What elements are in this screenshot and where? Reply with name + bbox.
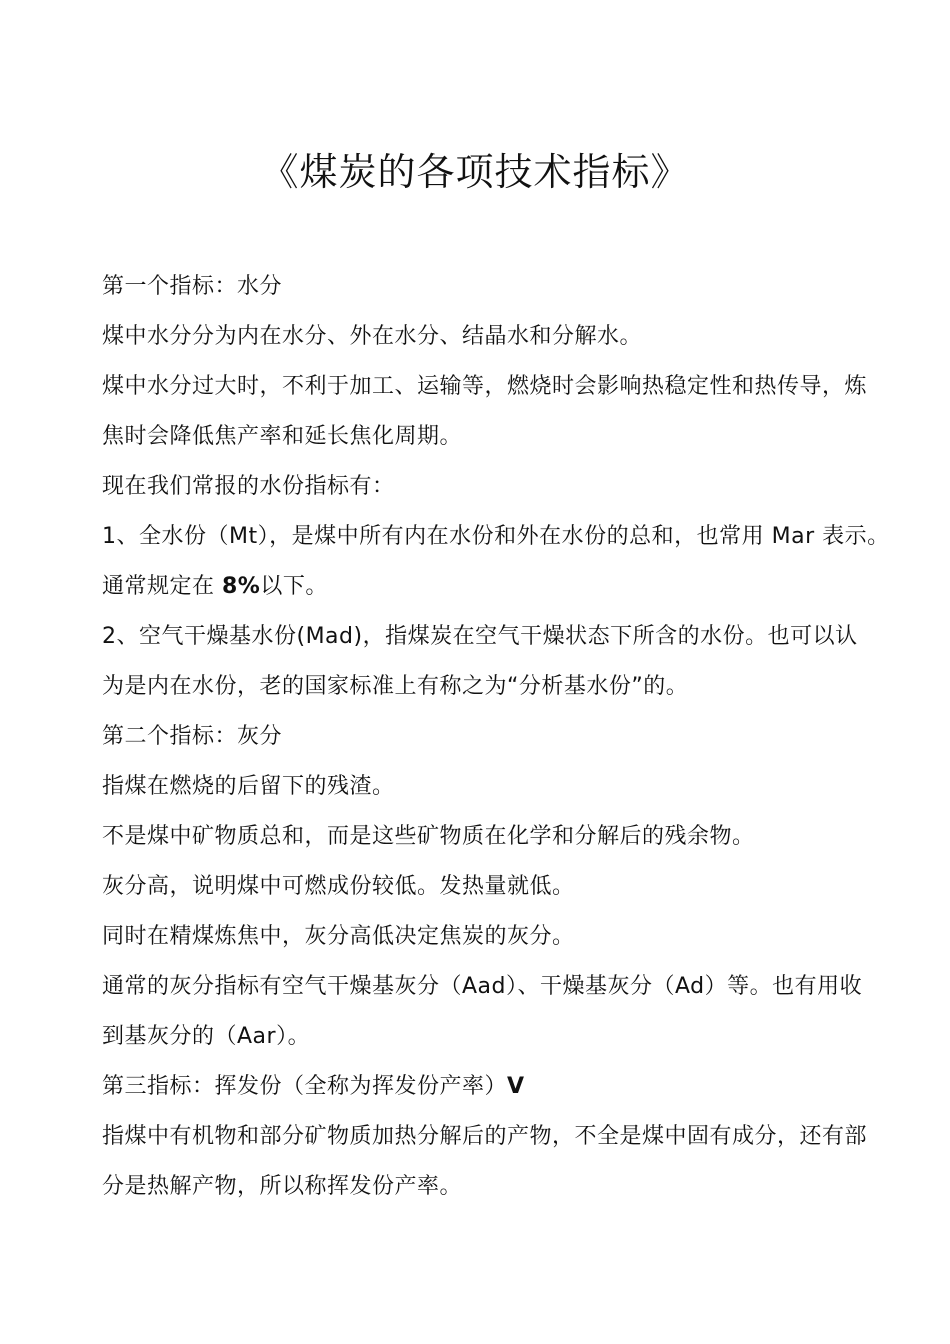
text-run: 以下。: [260, 574, 328, 599]
document-title: 《煤炭的各项技术指标》: [260, 150, 690, 194]
paragraph-line: 为是内在水份，老的国家标准上有称之为“分析基水份”的。: [102, 674, 689, 699]
section-heading-ash: 第二个指标：灰分: [102, 724, 283, 749]
paragraph-line: 煤中水分分为内在水分、外在水分、结晶水和分解水。: [102, 324, 643, 349]
paragraph-line: 1、全水份（Mt），是煤中所有内在水份和外在水份的总和，也常用 Mar 表示。: [102, 524, 890, 549]
text-run: 通常规定在: [102, 574, 222, 599]
paragraph-line: 现在我们常报的水份指标有：: [102, 474, 395, 499]
bold-text-run: V: [507, 1074, 525, 1099]
section-heading-moisture: 第一个指标：水分: [102, 274, 283, 299]
document-body: [102, 262, 908, 1212]
paragraph-line: 指煤在燃烧的后留下的残渣。: [102, 774, 395, 799]
paragraph-line: [102, 562, 908, 612]
paragraph-line: 指煤中有机物和部分矿物质加热分解后的产物，不全是煤中固有成分，还有部: [102, 1124, 868, 1149]
paragraph-line: 通常的灰分指标有空气干燥基灰分（Aad）、干燥基灰分（Ad）等。也有用收: [102, 974, 863, 999]
paragraph-line: 煤中水分过大时，不利于加工、运输等，燃烧时会影响热稳定性和热传导，炼: [102, 374, 868, 399]
paragraph-line: 2、空气干燥基水份(Mad)，指煤炭在空气干燥状态下所含的水份。也可以认: [102, 624, 858, 649]
bold-text-run: 8%: [222, 574, 261, 599]
paragraph-line: 不是煤中矿物质总和，而是这些矿物质在化学和分解后的残余物。: [102, 824, 755, 849]
section-heading-volatile: [102, 1062, 908, 1112]
paragraph-line: 焦时会降低焦产率和延长焦化周期。: [102, 424, 463, 449]
paragraph-line: 到基灰分的（Aar）。: [102, 1024, 311, 1049]
text-run: 第三指标：挥发份（全称为挥发份产率）: [102, 1074, 508, 1099]
paragraph-line: 同时在精煤炼焦中，灰分高低决定焦炭的灰分。: [102, 924, 575, 949]
paragraph-line: 灰分高，说明煤中可燃成份较低。发热量就低。: [102, 874, 575, 899]
paragraph-line: 分是热解产物，所以称挥发份产率。: [102, 1174, 463, 1199]
